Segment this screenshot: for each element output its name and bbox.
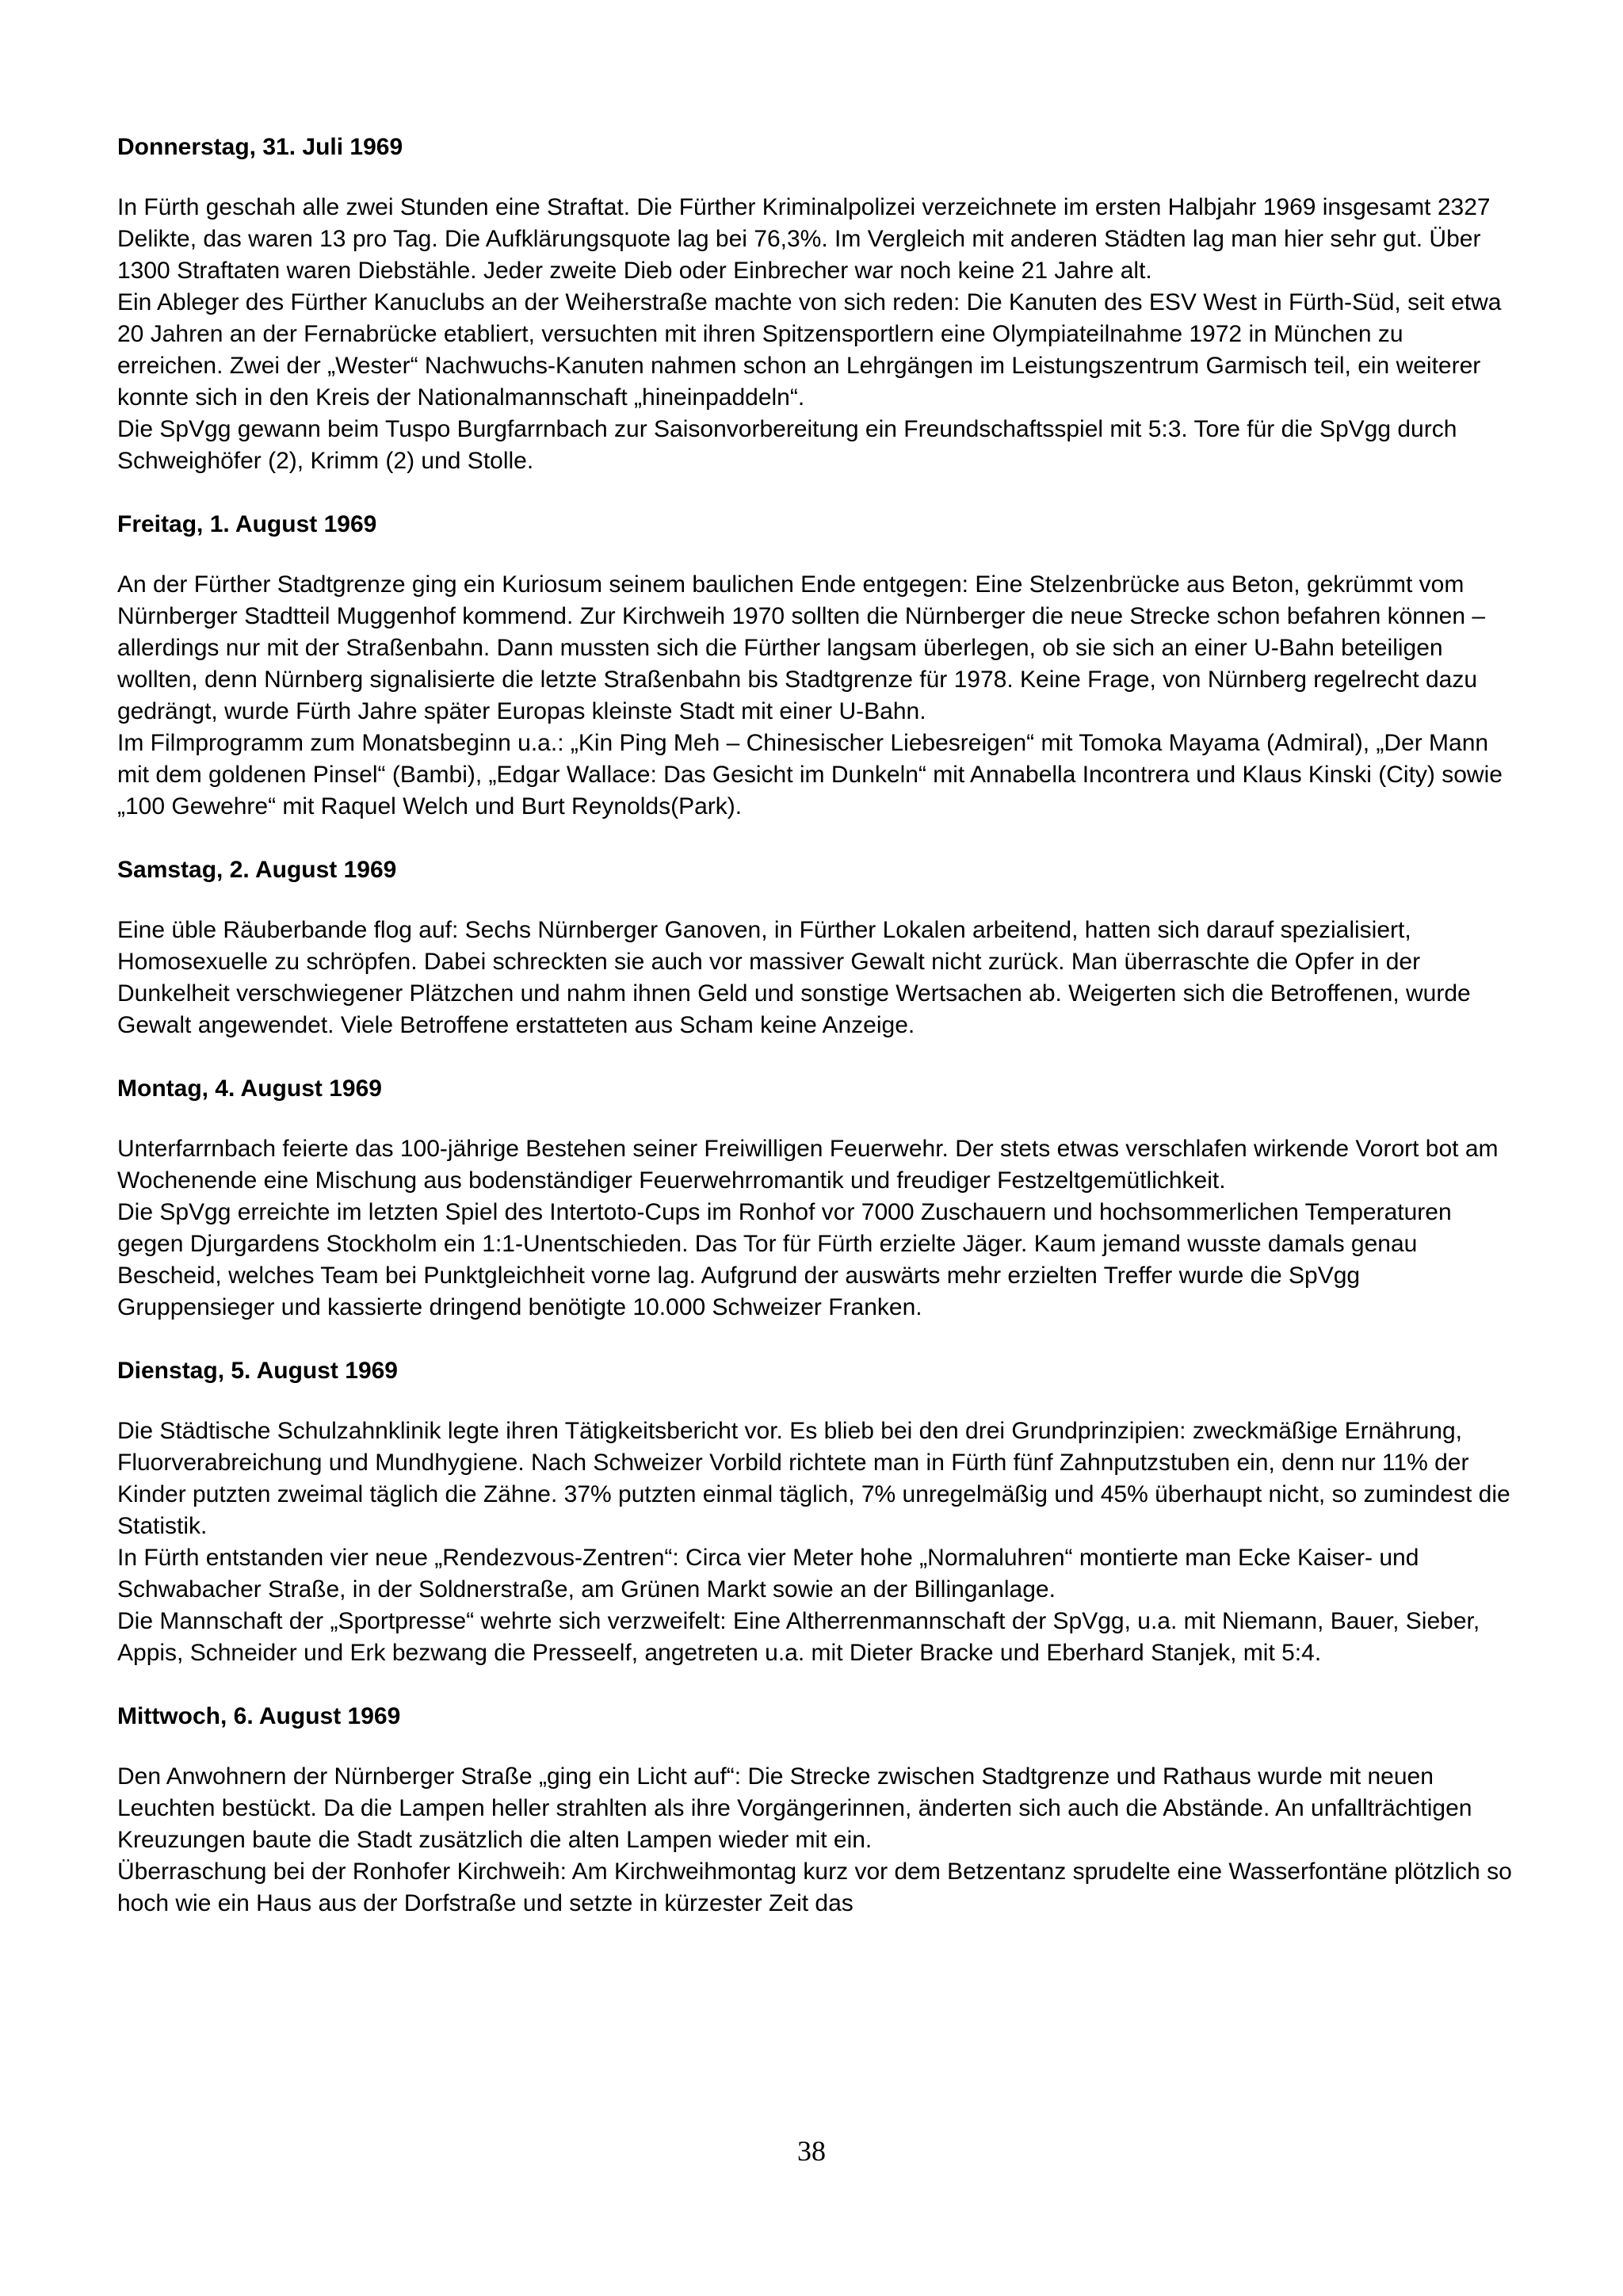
- entry-heading: Freitag, 1. August 1969: [117, 511, 377, 537]
- entry-1969-08-05: [117, 1357, 1512, 1669]
- entry-heading: Samstag, 2. August 1969: [117, 857, 397, 883]
- entry-paragraph: Die SpVgg erreichte im letzten Spiel des Intertoto-Cups im Ronhof vor 7000 Zuschauern und hochsommerlichen Temperaturen gegen Djurgardens Stockholm ein 1:1-Unentschieden. Das Tor für Fürth erzielte Jäger. Kaum jemand wusste damals genau Bescheid, welches Team bei Punktgleichheit vorne lag. Aufgrund der auswärts mehr erzielten Treffer wurde die SpVgg Gruppensieger und kassierte dringend benötigte 10.000 Schweizer Franken.: [117, 1199, 1452, 1320]
- entry-paragraph: Die Mannschaft der „Sportpresse“ wehrte sich verzweifelt: Eine Altherrenmannschaft der SpVgg, u.a. mit Niemann, Bauer, Sieber, Appis, Schneider und Erk bezwang die Presseelf, angetreten u.a. mit Dieter Bracke und Eberhard Stanjek, mit 5:4.: [117, 1608, 1480, 1666]
- entry-paragraph: Die Städtische Schulzahnklinik legte ihren Tätigkeitsbericht vor. Es blieb bei den drei Grundprinzipien: zweckmäßige Ernährung, Fluorverabreichung und Mundhygiene. Nach Schweizer Vorbild richtete man in Fürth fünf Zahnputzstuben ein, denn nur 11% der Kinder putzten zweimal täglich die Zähne. 37% putzten einmal täglich, 7% unregelmäßig und 45% überhaupt nicht, so zumindest die Statistik.: [117, 1418, 1510, 1539]
- entry-paragraph: Überraschung bei der Ronhofer Kirchweih: Am Kirchweihmontag kurz vor dem Betzentanz sprudelte eine Wasserfontäne plötzlich so hoch wie ein Haus aus der Dorfstraße und setzte in kürzester Zeit das: [117, 1859, 1512, 1916]
- entry-heading: Dienstag, 5. August 1969: [117, 1358, 398, 1384]
- entry-heading: Mittwoch, 6. August 1969: [117, 1703, 401, 1729]
- entry-paragraph: Eine üble Räuberbande flog auf: Sechs Nürnberger Ganoven, in Fürther Lokalen arbeitend, hatten sich darauf spezialisiert, Homosexuelle zu schröpfen. Dabei schreckten sie auch vor massiver Gewalt nicht zurück. Man überraschte die Opfer in der Dunkelheit verschwiegener Plätzchen und nahm ihnen Geld und sonstige Wertsachen ab. Weigerten sich die Betroffenen, wurde Gewalt angewendet. Viele Betroffene erstatteten aus Scham keine Anzeige.: [117, 917, 1471, 1038]
- entry-paragraph: An der Fürther Stadtgrenze ging ein Kuriosum seinem baulichen Ende entgegen: Eine Stelzenbrücke aus Beton, gekrümmt vom Nürnberger Stadtteil Muggenhof kommend. Zur Kirchweih 1970 sollten die Nürnberger die neue Strecke schon befahren können – allerdings nur mit der Straßenbahn. Dann mussten sich die Fürther langsam überlegen, ob sie sich an einer U-Bahn beteiligen wollten, denn Nürnberg signalisierte die letzte Straßenbahn bis Stadtgrenze für 1978. Keine Frage, von Nürnberg regelrecht dazu gedrängt, wurde Fürth Jahre später Europas kleinste Stadt mit einer U-Bahn.: [117, 571, 1486, 724]
- entry-paragraph: Unterfarrnbach feierte das 100-jährige Bestehen seiner Freiwilligen Feuerwehr. Der stets etwas verschlafen wirkende Vorort bot am Wochenende eine Mischung aus bodenständiger Feuerwehrromantik und freudiger Festzeltgemütlichkeit.: [117, 1136, 1499, 1194]
- entry-heading: Montag, 4. August 1969: [117, 1075, 382, 1102]
- entry-paragraph: Den Anwohnern der Nürnberger Straße „ging ein Licht auf“: Die Strecke zwischen Stadtgrenze und Rathaus wurde mit neuen Leuchten bestückt. Da die Lampen heller strahlten als ihre Vorgängerinnen, änderten sich auch die Abstände. An unfallträchtigen Kreuzungen baute die Stadt zusätzlich die alten Lampen wieder mit ein.: [117, 1763, 1472, 1853]
- entry-1969-08-02: [117, 856, 1512, 1041]
- entry-paragraph: Die SpVgg gewann beim Tuspo Burgfarrnbach zur Saisonvorbereitung ein Freundschaftsspiel mit 5:3. Tore für die SpVgg durch Schweighöfer (2), Krimm (2) und Stolle.: [117, 416, 1457, 474]
- entry-heading: Donnerstag, 31. Juli 1969: [117, 134, 403, 160]
- entry-1969-08-04: [117, 1075, 1512, 1324]
- entry-paragraph: Im Filmprogramm zum Monatsbeginn u.a.: „Kin Ping Meh – Chinesischer Liebesreigen“ mit Tomoka Mayama (Admiral), „Der Mann mit dem goldenen Pinsel“ (Bambi), „Edgar Wallace: Das Gesicht im Dunkeln“ mit Annabella Incontrera und Klaus Kinski (City) sowie „100 Gewehre“ mit Raquel Welch und Burt Reynolds(Park).: [117, 730, 1503, 819]
- entry-1969-08-06: [117, 1702, 1512, 1920]
- entry-1969-08-01: [117, 510, 1512, 823]
- entry-paragraph: Ein Ableger des Fürther Kanuclubs an der Weiherstraße machte von sich reden: Die Kanuten des ESV West in Fürth-Süd, seit etwa 20 Jahren an der Fernabrücke etabliert, versuchten mit ihren Spitzensportlern eine Olympiateilnahme 1972 in München zu erreichen. Zwei der „Wester“ Nachwuchs-Kanuten nahmen schon an Lehrgängen im Leistungszentrum Garmisch teil, ein weiterer konnte sich in den Kreis der Nationalmannschaft „hineinpaddeln“.: [117, 289, 1502, 411]
- document-page: [117, 133, 1512, 1953]
- page-number: 38: [797, 2135, 826, 2167]
- entry-paragraph: In Fürth entstanden vier neue „Rendezvous-Zentren“: Circa vier Meter hohe „Normaluhren“ montierte man Ecke Kaiser- und Schwabacher Straße, in der Soldnerstraße, am Grünen Markt sowie an der Billinganlage.: [117, 1545, 1419, 1603]
- entry-1969-07-31: [117, 133, 1512, 477]
- entry-paragraph: In Fürth geschah alle zwei Stunden eine Straftat. Die Fürther Kriminalpolizei verzeichnete im ersten Halbjahr 1969 insgesamt 2327 Delikte, das waren 13 pro Tag. Die Aufklärungsquote lag bei 76,3%. Im Vergleich mit anderen Städten lag man hier sehr gut. Über 1300 Straftaten waren Diebstähle. Jeder zweite Dieb oder Einbrecher war noch keine 21 Jahre alt.: [117, 194, 1491, 284]
